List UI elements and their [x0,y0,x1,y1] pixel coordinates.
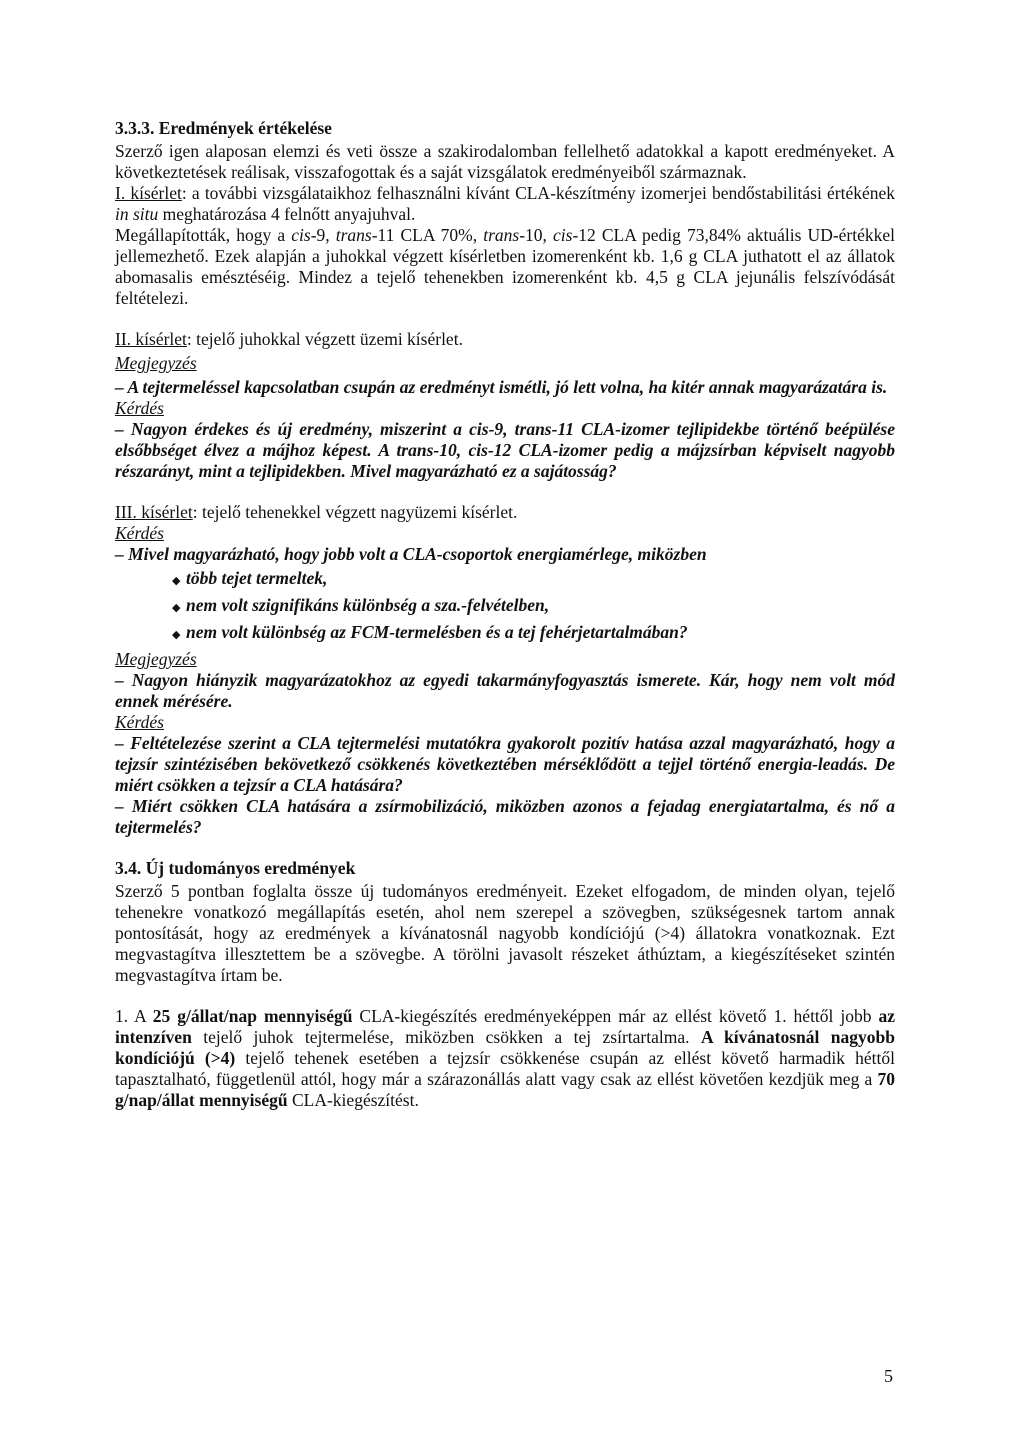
exp3-paragraph [115,502,895,523]
exp1-label: I. kísérlet [115,183,182,203]
cis9-term: cis [291,225,311,245]
exp1-p2-e: -12 CLA pedig 73,84% aktuális UD-értékkel jellemezhető. Ezek alapján a juhokkal végzett kísérletben izomerenként kb. 1,6 g CLA juthatott el az állatok abomasalis emésztéséig. Mindez a tejelő tehenekben izomerenként kb. 4,5 g CLA jejunális felszívódását feltételezi. [115,225,896,308]
exp2-note-label: Megjegyzés [115,353,197,373]
exp1-text-b: meghatározása 4 felnőtt anyajuhval. [158,204,416,224]
exp2-question-text: – Nagyon érdekes és új eredmény, miszerint a cis-9, trans-11 CLA-izomer tejlipidekbe történő beépülése elsőbbséget élvez a májhoz képest. A trans-10, cis-12 CLA-izomer pedig a májzsírban képviselt nagyobb részarányt, mint a tejlipidekben. Mivel magyarázható ez a sajátosság? [115,419,895,481]
exp2-label: II. kísérlet [115,329,187,349]
exp1-p2-c: -11 CLA 70%, [371,225,484,245]
exp3-question2-label: Kérdés [115,712,164,732]
section-3-4-paragraph: Szerző 5 pontban foglalta össze új tudományos eredményeit. Ezeket elfogadom, de minden olyan, tejelő tehenekre vonatkozó megállapítás esetén, ahol nem szerepel a szövegben, szükségesnek tartom annak pontosítását, hogy az eredmények a kívánatosnál nagyobb kondíciójú (>4) állatokra vonatkoznak. Ezt megvastagítva illesztettem be a szövegbe. A törölni javasolt részeket áthúztam, a kiegészítéseket szintén megvastagítva írtam be. [115,881,895,985]
exp1-p2-d: -10, [519,225,553,245]
section-heading-3-3-3: 3.3.3. Eredmények értékelése [115,118,332,138]
exp3-question1-label: Kérdés [115,523,164,543]
exp2-paragraph [115,329,895,350]
exp3-note-text: – Nagyon hiányzik magyarázatokhoz az egyedi takarmányfogyasztás ismerete. Kár, hogy nem volt mód ennek mérésére. [115,670,895,711]
list-item [172,622,895,646]
exp3-question2-text-b: – Miért csökken CLA hatására a zsírmobilizáció, miközben azonos a fejadag energiatartalma, és nő a tejtermelés? [115,796,895,837]
cis12-term: cis [553,225,573,245]
exp1-results-paragraph [115,225,895,309]
bullet-text: nem volt különbség az FCM-termelésben és a tej fehérjetartalmában? [186,622,688,642]
exp3-note-label: Megjegyzés [115,649,197,669]
exp3-label: III. kísérlet [115,502,193,522]
result-item-1 [115,1006,895,1111]
diamond-bullet-icon: ◆ [172,629,181,641]
section-heading-3-4: 3.4. Új tudományos eredmények [115,858,356,878]
item1-text-1: 1. A [115,1006,153,1026]
item1-text-5: CLA-kiegészítést. [287,1090,419,1110]
exp1-p2-b: -9, [310,225,336,245]
item1-bold-1: 25 g/állat/nap mennyiségű [152,1006,353,1026]
item1-bold-3: A kívánatosnál nagyobb kondíciójú (>4) [115,1027,895,1068]
exp1-text-a: : a további vizsgálataikhoz felhasználni kívánt CLA-készítmény izomerjei bendőstabilitási értékének [181,183,895,203]
exp1-p2-a: Megállapították, hogy a [115,225,292,245]
exp3-bullet-list [115,568,895,646]
item1-bold-4: 70 g/nap/állat mennyiségű [115,1069,895,1110]
in-situ-term: in situ [115,204,159,224]
document-page [115,118,895,1111]
bullet-text: több tejet termeltek, [186,568,328,588]
item1-text-3: tejelő juhok tejtermelése, miközben csökken a tej zsírtartalma. [191,1027,701,1047]
intro-paragraph: Szerző igen alaposan elemzi és veti össze a szakirodalomban fellelhető adatokkal a kapott eredményeket. A következtetések reálisak, visszafogottak és a saját vizsgálatok eredményeiből származnak. [115,141,895,182]
list-item [172,595,895,619]
exp2-note-text: – A tejtermeléssel kapcsolatban csupán az eredményt ismétli, jó lett volna, ha kitér annak magyarázatára is. [115,377,888,397]
item1-text-4: tejelő tehenek esetében a tejzsír csökkenése csupán az ellést követő harmadik héttől tapasztalható, függetlenül attól, hogy már a szárazonállás alatt vagy csak az ellést követően kezdjük meg a [115,1048,895,1089]
exp3-question2-text-a: – Feltételezése szerint a CLA tejtermelési mutatókra gyakorolt pozitív hatása azzal magyarázható, hogy a tejzsír szintézisében bekövetkező csökkenés következtében mérséklődött a tejjel történő energia-leadás. De miért csökken a tejzsír a CLA hatására? [115,733,895,795]
diamond-bullet-icon: ◆ [172,575,181,587]
diamond-bullet-icon: ◆ [172,602,181,614]
exp3-question1-text: – Mivel magyarázható, hogy jobb volt a CLA-csoportok energiamérlege, miközben [115,544,707,564]
trans10-term: trans [483,225,520,245]
page-number: 5 [884,1366,893,1386]
exp3-text: : tejelő tehenekkel végzett nagyüzemi kísérlet. [192,502,518,522]
item1-bold-2: az intenzíven [115,1006,895,1047]
trans11-term: trans [335,225,372,245]
exp2-question-label: Kérdés [115,398,164,418]
item1-text-2: CLA-kiegészítés eredményeképpen már az ellést követő 1. héttől jobb [352,1006,879,1026]
exp1-paragraph [115,183,895,225]
bullet-text: nem volt szignifikáns különbség a sza.-felvételben, [186,595,550,615]
exp2-text: : tejelő juhokkal végzett üzemi kísérlet. [186,329,463,349]
list-item [172,568,895,592]
